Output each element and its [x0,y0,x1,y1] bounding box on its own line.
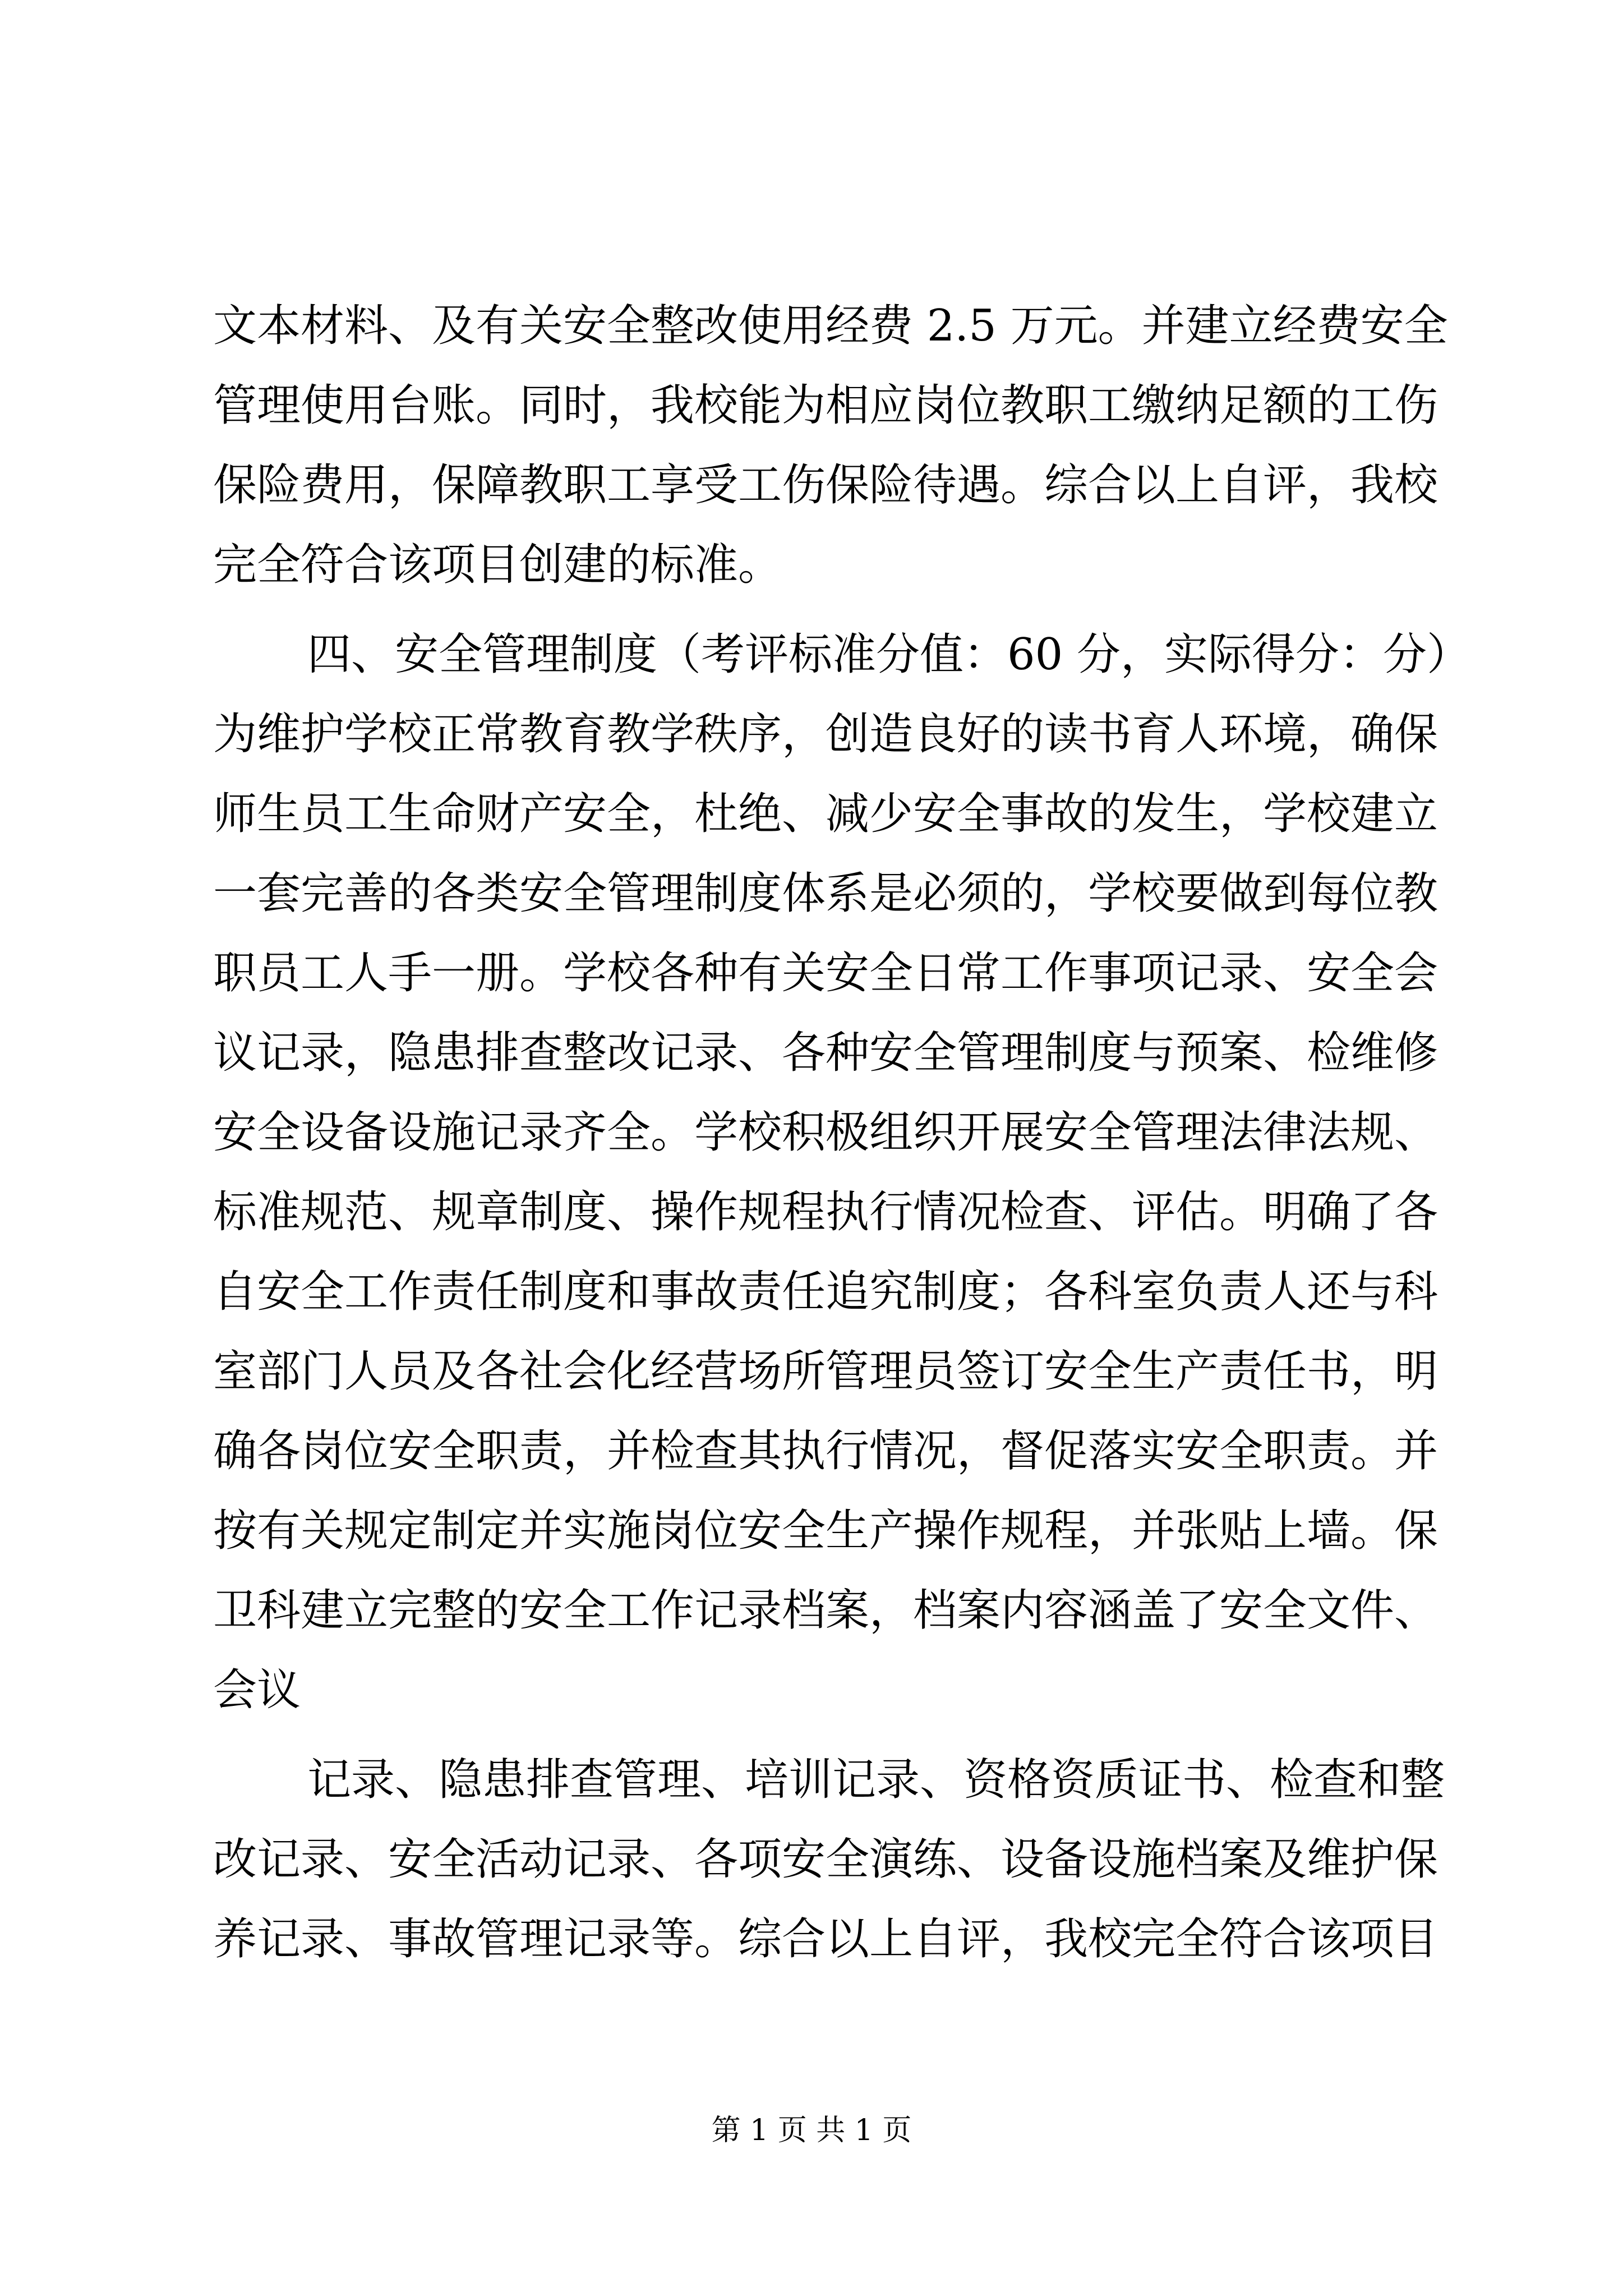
paragraph-2-line: 会议 [213,1665,301,1715]
paragraph-2-line: 师生员工生命财产安全，杜绝、减少安全事故的发生，学校建立 [213,789,1438,839]
paragraph-2-line: 自安全工作责任制度和事故责任追究制度；各科室负责人还与科 [213,1267,1438,1317]
paragraph-gap [213,1730,1419,1740]
paragraph-1-line: 保险费用，保障教职工享受工伤保险待遇。综合以上自评，我校 [213,460,1438,510]
paragraph-2-line: 四、安全管理制度（考评标准分值：60 分，实际得分：分） [307,629,1471,680]
paragraph-2-line: 按有关规定制定并实施岗位安全生产操作规程，并张贴上墙。保 [213,1506,1438,1556]
paragraph-2-line: 为维护学校正常教育教学秩序，创造良好的读书育人环境，确保 [213,709,1438,760]
document-body [213,286,1471,1979]
paragraph-gap [213,605,1419,615]
paragraph-2-line: 职员工人手一册。学校各种有关安全日常工作事项记录、安全会 [213,948,1438,999]
paragraph-2-line: 议记录，隐患排查整改记录、各种安全管理制度与预案、检维修 [213,1028,1438,1078]
paragraph-3-line: 养记录、事故管理记录等。综合以上自评，我校完全符合该项目 [213,1914,1438,1964]
paragraph-2-line: 确各岗位安全职责，并检查其执行情况，督促落实安全职责。并 [213,1426,1438,1476]
paragraph-1-line: 完全符合该项目创建的标准。 [213,540,782,590]
paragraph-2-line: 标准规范、规章制度、操作规程执行情况检查、评估。明确了各 [213,1187,1438,1237]
paragraph-2-line: 卫科建立完整的安全工作记录档案，档案内容涵盖了安全文件、 [213,1585,1438,1636]
paragraph-3-line: 记录、隐患排查管理、培训记录、资格资质证书、检查和整 [307,1755,1445,1805]
paragraph-2-line: 一套完善的各类安全管理制度体系是必须的，学校要做到每位教 [213,868,1438,919]
paragraph-2-line: 安全设备设施记录齐全。学校积极组织开展安全管理法律法规、 [213,1107,1438,1158]
paragraph-3-line: 改记录、安全活动记录、各项安全演练、设备设施档案及维护保 [213,1834,1438,1885]
paragraph-2-line: 室部门人员及各社会化经营场所管理员签订安全生产责任书，明 [213,1346,1438,1397]
page-footer: 第 1 页 共 1 页 [711,2114,912,2147]
paragraph-1-line: 文本材料、及有关安全整改使用经费 2.5 万元。并建立经费安全 [213,301,1448,351]
paragraph-1-line: 管理使用台账。同时，我校能为相应岗位教职工缴纳足额的工伤 [213,380,1438,431]
